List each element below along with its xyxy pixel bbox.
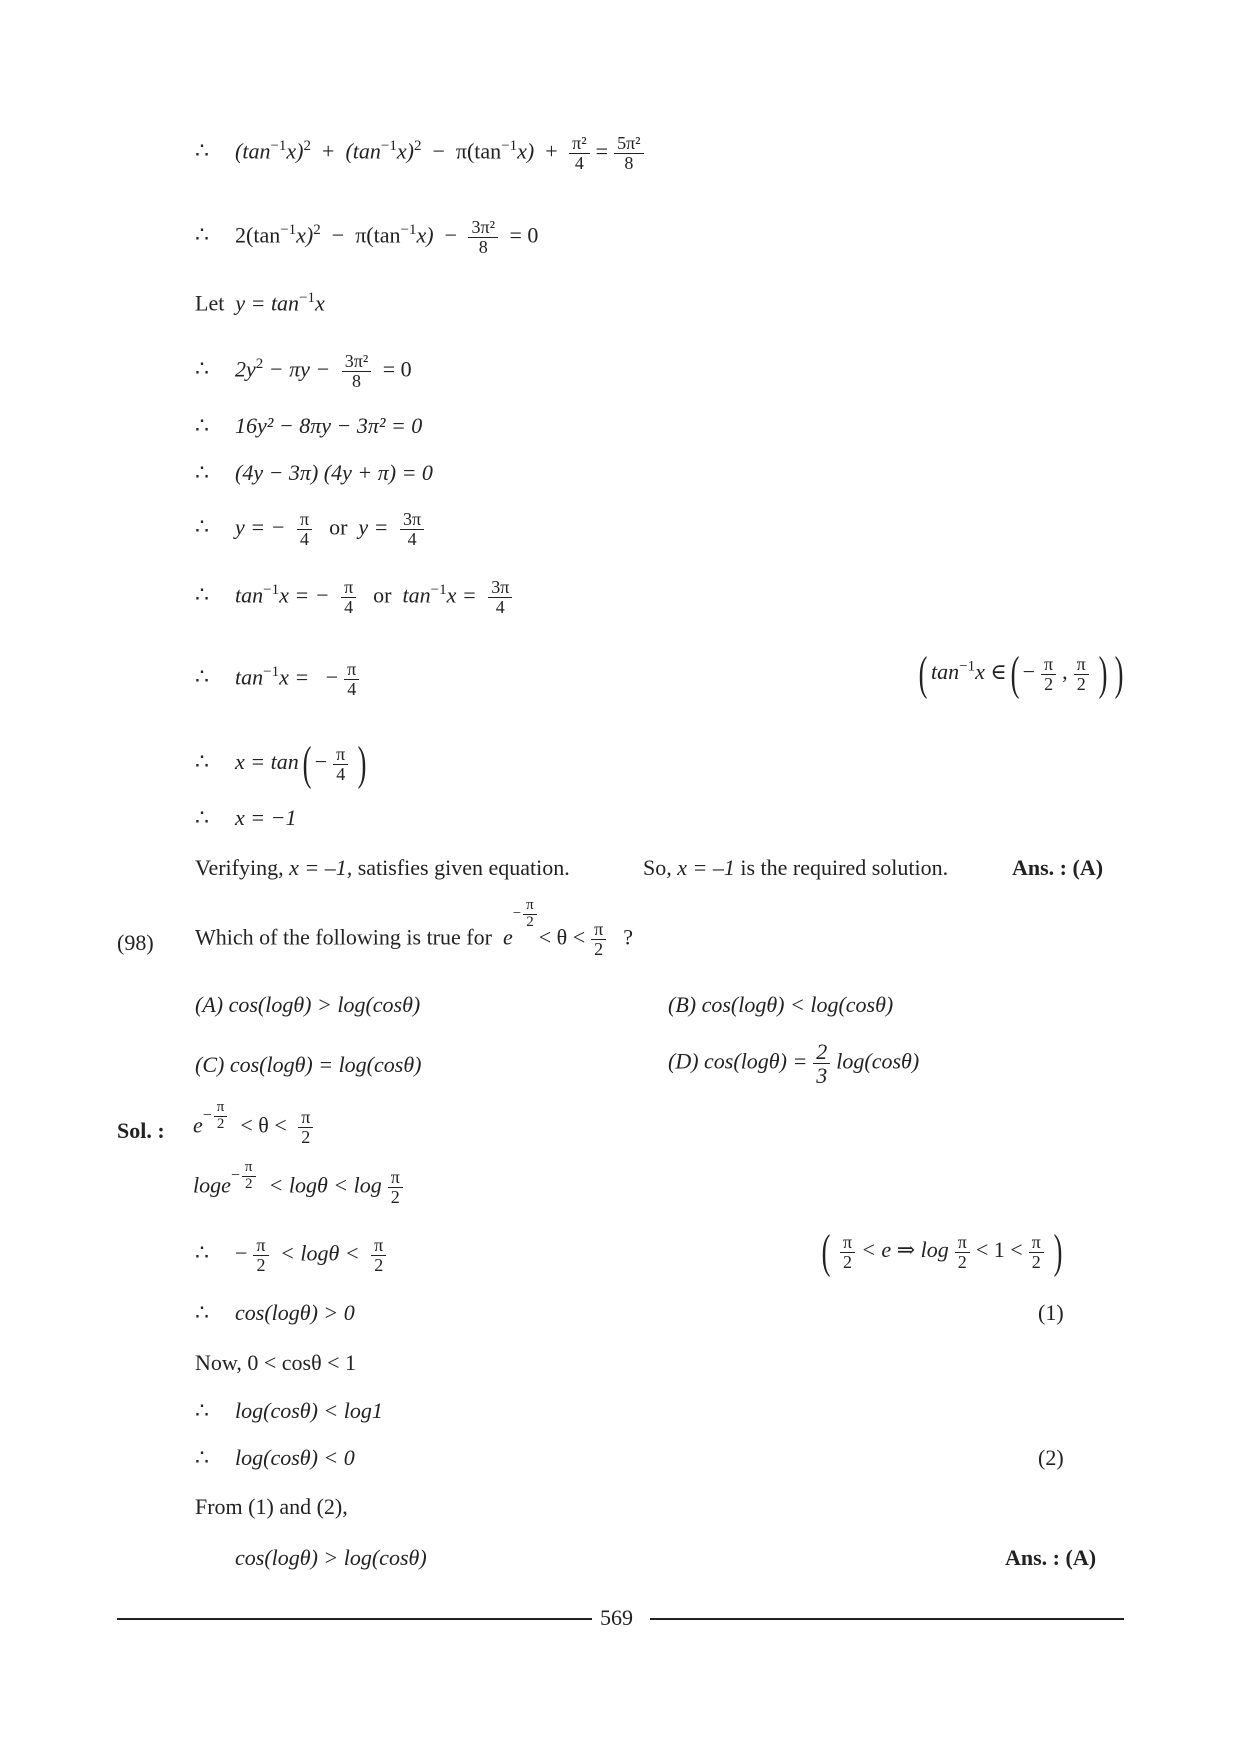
fraction: $\frac{\pi}{2}$	[253, 1236, 268, 1275]
range-note: ( $\tan^{-1}x$ ∈( − $\frac{\pi}{2}$ , $\frac{\pi}{2}$ ) )	[918, 647, 1124, 700]
footer-rule-left	[117, 1618, 592, 1620]
line-11: ∴ x = −1	[195, 805, 297, 830]
answer-label: Ans. : (A)	[1012, 855, 1104, 880]
line-1: ∴ $(\tan^{-1}x)^2 + (\tan^{-1}x)^2 - \pi(\tan^{-1}x)$ + $\frac{\text{π²}}{4}$ = $\frac{\text{5π²}}{8}$	[195, 134, 650, 173]
fraction: $\frac{3\pi}{4}$	[400, 510, 424, 549]
verification-line-2: So, x = –1 is the required solution.	[643, 855, 949, 880]
sol-step-2: loge− $\frac{\pi}{2}$ < logθ < log $\frac{\pi}{2}$	[193, 1168, 409, 1207]
line-2: ∴ $2(\tan^{-1}x)^2 - \pi(\tan^{-1}x)$ − $\frac{\text{3π²}}{8}$ = 0	[195, 217, 539, 257]
option-a: (A) cos(logθ) > log(cosθ)	[195, 992, 421, 1017]
sol-step-7: ∴ log(cosθ) < 0	[195, 1445, 355, 1470]
question-text: Which of the following is true for e− $\frac{\pi}{2}$ < θ < $\frac{\pi}{2}$ ?	[195, 897, 633, 959]
line-6: ∴ (4y − 3π) (4y + π) = 0	[195, 460, 433, 485]
fraction: $\frac{\pi}{2}$	[591, 920, 606, 959]
line-8: ∴ $\tan^{-1}x$ = − $\frac{\pi}{4}$ or $\tan^{-1}x$ = $\frac{3\pi}{4}$	[195, 578, 518, 617]
solution-label: Sol. :	[117, 1118, 165, 1143]
sol-step-1: e− $\frac{\pi}{2}$ < θ < $\frac{\pi}{2}$	[193, 1108, 319, 1147]
equation-tag-2: (2)	[1038, 1445, 1064, 1470]
sol-step-3: ∴ − $\frac{\pi}{2}$ < logθ < $\frac{\pi}{2}$	[195, 1236, 392, 1275]
fraction: $\frac{\pi}{4}$	[297, 510, 312, 549]
fraction: $\frac{\pi}{2}$	[955, 1233, 970, 1272]
line-7: ∴ y = − $\frac{\pi}{4}$ or y = $\frac{3\pi}{4}$	[195, 510, 430, 549]
sol-conclusion: cos(logθ) > log(cosθ)	[235, 1545, 427, 1570]
fraction: $\frac{\text{5π²}}{8}$	[614, 134, 643, 173]
final-answer: Ans. : (A)	[1005, 1545, 1097, 1570]
line-5: ∴ 16y² − 8πy − 3π² = 0	[195, 413, 423, 438]
fraction: $\frac{\pi}{4}$	[341, 578, 356, 617]
page-number: 569	[600, 1605, 633, 1630]
fraction: $\frac{\text{π²}}{4}$	[569, 134, 589, 173]
option-d: (D) cos(logθ) = $\frac{2}{3}$ log(cosθ)	[668, 1039, 920, 1089]
footer-rule-right	[650, 1618, 1124, 1620]
fraction: $\frac{\pi}{2}$	[1041, 655, 1056, 694]
equation-tag-1: (1)	[1038, 1300, 1064, 1325]
fraction: $\frac{\text{3π²}}{8}$	[468, 218, 497, 257]
fraction: $\frac{\text{3π²}}{8}$	[342, 352, 371, 391]
fraction: $\frac{\pi}{2}$	[840, 1233, 855, 1272]
option-c: (C) cos(logθ) = log(cosθ)	[195, 1052, 422, 1077]
fraction: $\frac{3\pi}{4}$	[488, 578, 512, 617]
question-number: (98)	[117, 930, 154, 955]
line-10: ∴ x = tan( − $\frac{\pi}{4}$ )	[195, 737, 367, 790]
fraction: $\frac{\pi}{2}$	[298, 1108, 313, 1147]
fraction: $\frac{\pi}{2}$	[1074, 655, 1089, 694]
line-3: Let $y = \tan^{-1}x$	[195, 290, 325, 316]
sol-step-8: From (1) and (2),	[195, 1494, 348, 1519]
line-9: ∴ $\tan^{-1}x$ = − $\frac{\pi}{4}$	[195, 660, 365, 699]
line-4: ∴ $2y^2 - \pi y$ − $\frac{\text{3π²}}{8}$ = 0	[195, 351, 412, 391]
sol-step-5: Now, 0 < cosθ < 1	[195, 1350, 357, 1375]
fraction: $\frac{\pi}{4}$	[344, 660, 359, 699]
sol-step-6: ∴ log(cosθ) < log1	[195, 1398, 383, 1423]
option-b: (B) cos(logθ) < log(cosθ)	[668, 992, 894, 1017]
fraction: $\frac{\pi}{2}$	[371, 1236, 386, 1275]
fraction: $\frac{2}{3}$	[813, 1040, 830, 1087]
reason-note: ( $\frac{\pi}{2}$ < e ⇒ log $\frac{\pi}{2}$ < 1 < $\frac{\pi}{2}$ )	[821, 1225, 1063, 1278]
fraction: $\frac{\pi}{2}$	[1029, 1233, 1044, 1272]
fraction: $\frac{\pi}{4}$	[333, 745, 348, 784]
sol-step-4: ∴ cos(logθ) > 0	[195, 1300, 355, 1325]
verification-line: Verifying, x = –1, satisfies given equation.	[195, 855, 570, 880]
fraction: $\frac{\pi}{2}$	[388, 1168, 403, 1207]
